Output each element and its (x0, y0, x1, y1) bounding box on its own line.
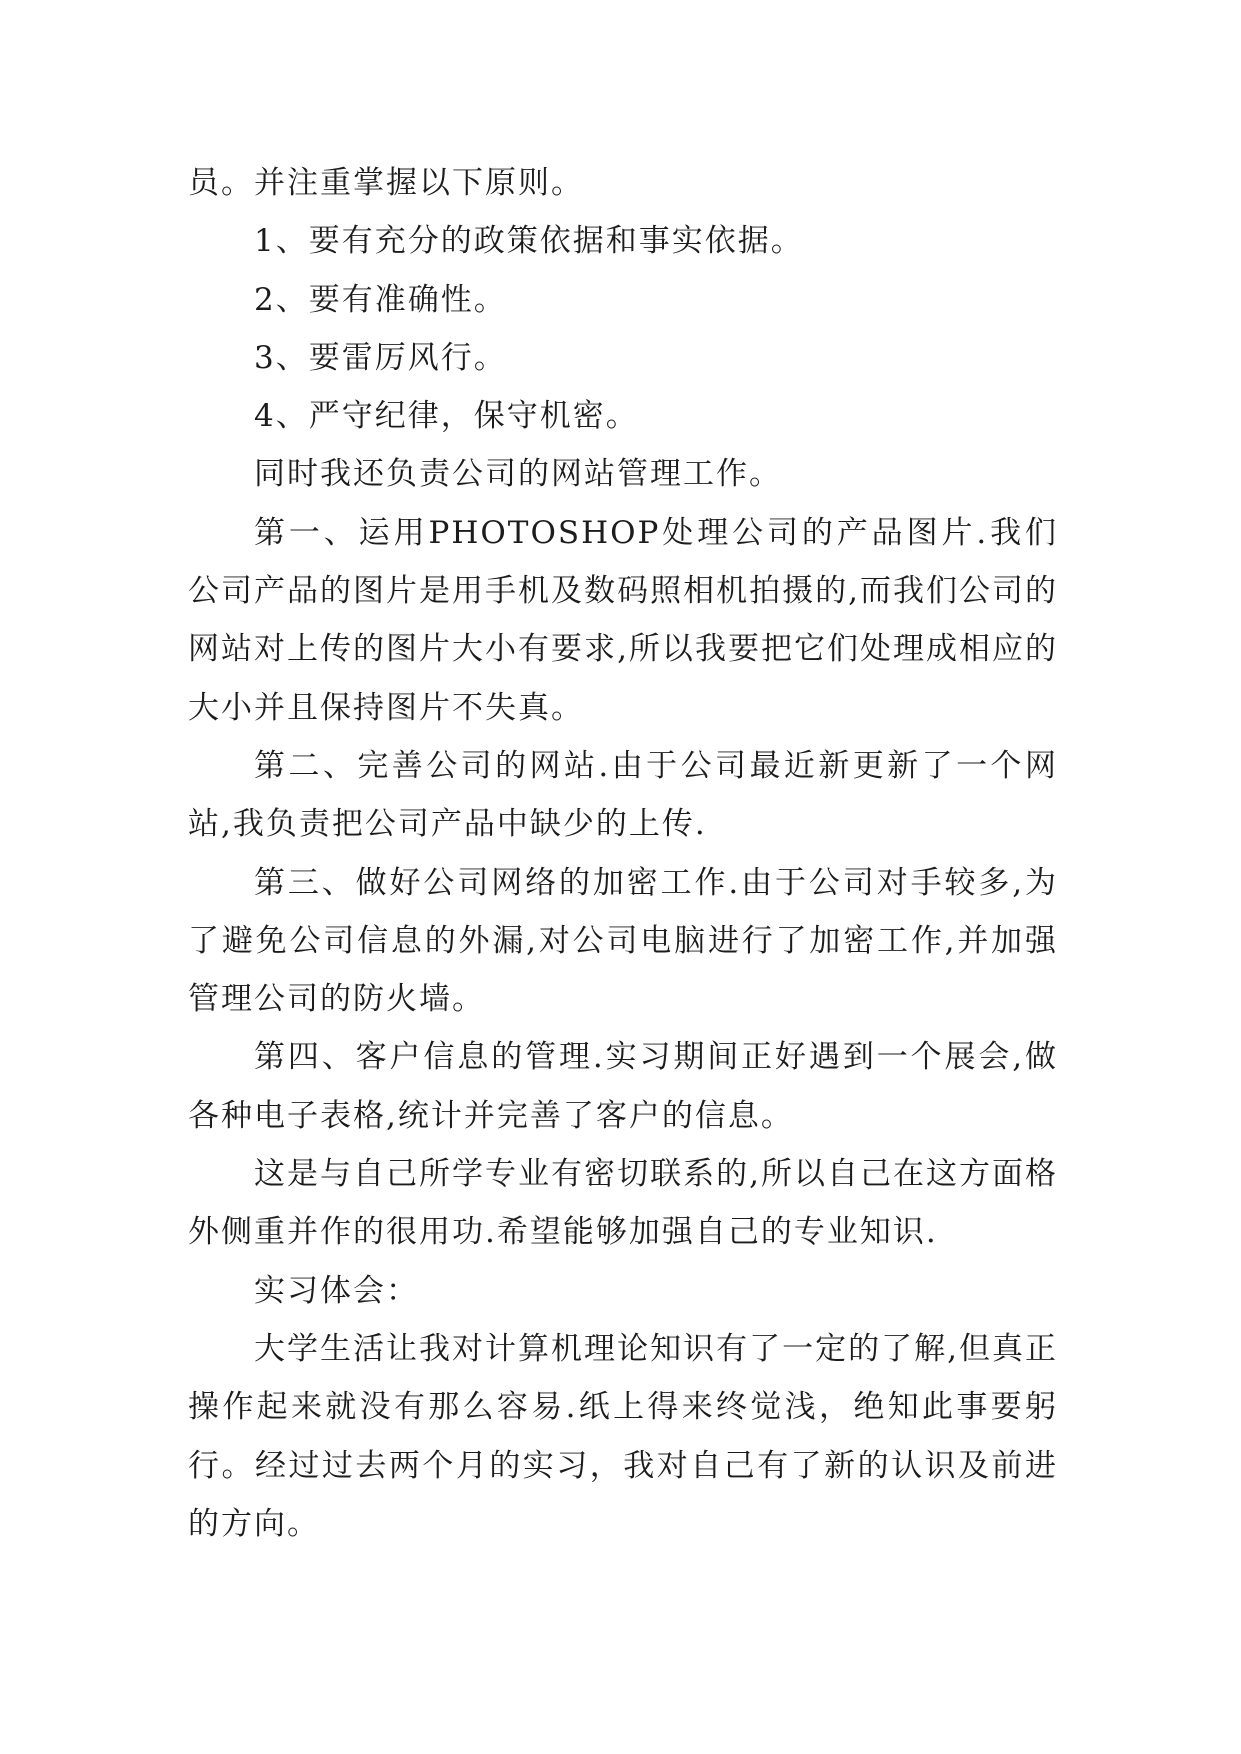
paragraph-relevance: 这是与自己所学专业有密切联系的,所以自己在这方面格外侧重并作的很用功.希望能够加强自己的专业知识. (188, 1156, 1058, 1251)
paragraph-third-task: 第三、做好公司网络的加密工作.由于公司对手较多,为了避免公司信息的外漏,对公司电脑进行了加密工作,并加强管理公司的防火墙。 (188, 864, 1058, 1018)
paragraph-reflection: 大学生活让我对计算机理论知识有了一定的了解,但真正操作起来就没有那么容易.纸上得来终觉浅，绝知此事要躬行。经过过去两个月的实习，我对自己有了新的认识及前进的方向。 (188, 1330, 1058, 1542)
paragraph-principle-4: 4、严守纪律，保守机密。 (254, 398, 639, 435)
paragraph-continuation: 员。并注重掌握以下原则。 (188, 165, 584, 201)
paragraph-principle-3: 3、要雷厉风行。 (254, 339, 507, 376)
paragraph-fourth-task: 第四、客户信息的管理.实习期间正好遇到一个展会,做各种电子表格,统计并完善了客户的信息。 (188, 1039, 1058, 1134)
document-body (188, 154, 1058, 1553)
section-heading-experience: 实习体会： (254, 1272, 419, 1309)
paragraph-website-intro: 同时我还负责公司的网站管理工作。 (254, 456, 782, 493)
paragraph-principle-1: 1、要有充分的政策依据和事实依据。 (254, 223, 804, 260)
paragraph-principle-2: 2、要有准确性。 (254, 281, 507, 318)
paragraph-second-task: 第二、完善公司的网站.由于公司最近新更新了一个网站,我负责把公司产品中缺少的上传. (188, 747, 1058, 843)
paragraph-first-task: 第一、运用PHOTOSHOP处理公司的产品图片.我们公司产品的图片是用手机及数码照相机拍摄的,而我们公司的网站对上传的图片大小有要求,所以我要把它们处理成相应的大小并且保持图片不失真。 (188, 514, 1058, 726)
